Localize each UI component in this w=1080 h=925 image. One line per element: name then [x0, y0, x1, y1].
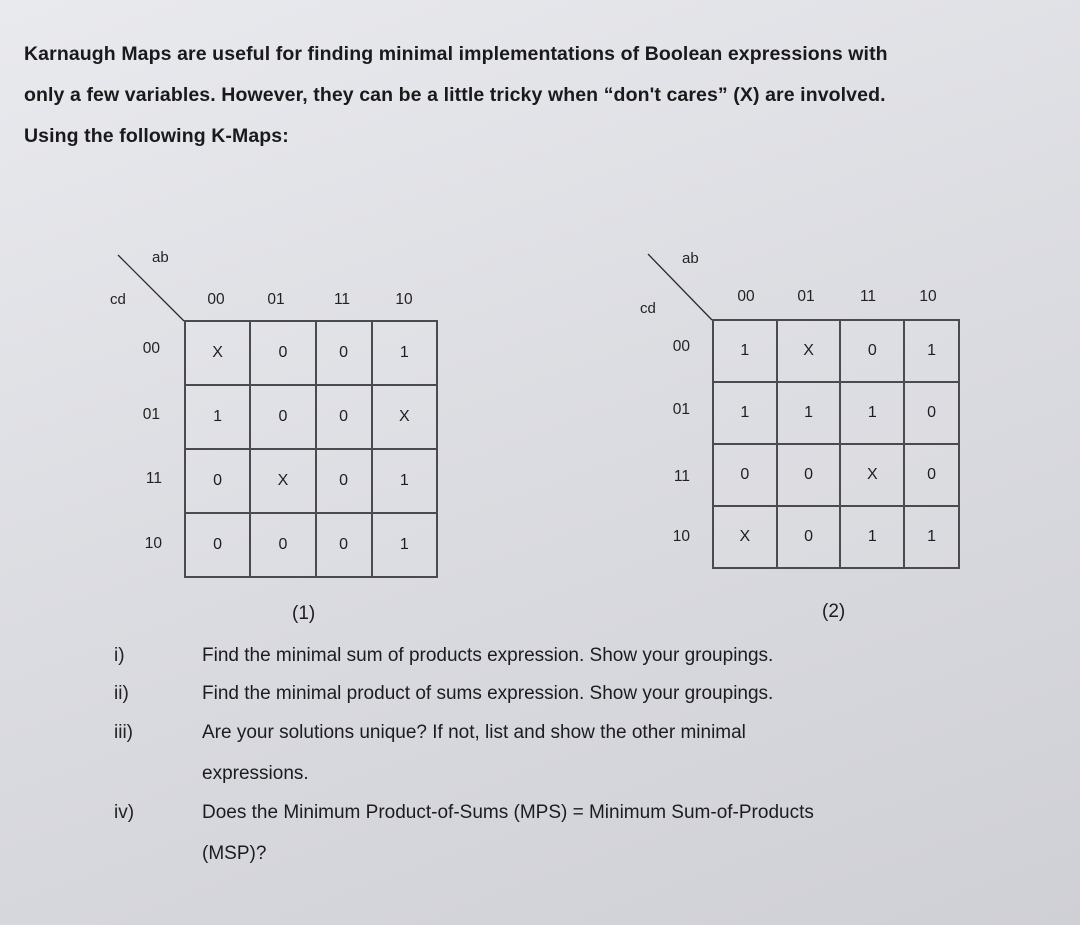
kmap-cell: 1 — [372, 513, 437, 577]
kmap-cell: X — [777, 320, 841, 382]
question-text: Find the minimal sum of products expression. Show your groupings. — [202, 645, 774, 666]
kmap-row-header: 10 — [144, 535, 162, 552]
question-number: ii) — [114, 683, 129, 704]
kmap-column-header: 01 — [797, 288, 815, 305]
kmap-cell: 1 — [372, 321, 437, 385]
kmap-cell: X — [372, 385, 437, 449]
kmap-cell: 0 — [316, 449, 372, 513]
kmap-row-header: 01 — [142, 406, 160, 423]
kmap-cell: 1 — [904, 506, 959, 568]
kmap-cell: 0 — [904, 444, 959, 506]
kmap-cell: 0 — [777, 506, 841, 568]
kmap-cell: X — [250, 449, 315, 513]
kmap-2-caption: (2) — [822, 601, 846, 622]
kmap-cell: 1 — [713, 320, 777, 382]
kmap-cell: 1 — [185, 385, 250, 449]
question-text: Does the Minimum Product-of-Sums (MPS) = Minimum Sum-of-Products — [202, 802, 814, 823]
kmap-cell: 0 — [713, 444, 777, 506]
kmap-cell: 0 — [840, 320, 904, 382]
kmap-cell: 1 — [840, 506, 904, 568]
kmap-column-header: 10 — [919, 288, 937, 305]
kmap-cell: 1 — [713, 382, 777, 444]
question-number: i) — [114, 645, 125, 666]
kmap-cell: 1 — [840, 382, 904, 444]
kmap-grid — [184, 320, 438, 578]
kmap-row-header: 01 — [672, 401, 690, 418]
kmap-cell: 1 — [372, 449, 437, 513]
question-number: iv) — [114, 802, 135, 823]
kmap-cell: 0 — [185, 449, 250, 513]
kmap-column-header: 11 — [333, 291, 351, 308]
kmap-cell: X — [185, 321, 250, 385]
kmap-cell: 0 — [316, 385, 372, 449]
kmap-cell: X — [713, 506, 777, 568]
kmap-cell: 0 — [185, 513, 250, 577]
kmap-1 — [100, 245, 460, 585]
kmap-row-header: 00 — [142, 340, 160, 357]
kmap-column-header: 00 — [737, 288, 755, 305]
kmap-row-header: 00 — [672, 338, 690, 355]
kmap-cell: 0 — [250, 321, 315, 385]
question-text-continued: expressions. — [202, 763, 309, 784]
kmap-cell: 0 — [250, 513, 315, 577]
kmap-top-variable: ab — [152, 249, 169, 266]
kmap-cell: 0 — [250, 385, 315, 449]
kmap-row-header: 10 — [672, 528, 690, 545]
kmap-column-header: 11 — [859, 288, 877, 305]
intro-line: Using the following K-Maps: — [24, 125, 289, 147]
question-text: Are your solutions unique? If not, list and show the other minimal — [202, 722, 746, 743]
question-text-continued: (MSP)? — [202, 843, 267, 864]
kmap-row-header: 11 — [145, 470, 162, 487]
kmap-cell: 0 — [316, 513, 372, 577]
question-number: iii) — [114, 722, 133, 743]
kmap-top-variable: ab — [682, 250, 699, 267]
kmap-cell: 1 — [777, 382, 841, 444]
kmap-cell: 1 — [904, 320, 959, 382]
kmap-2 — [630, 242, 990, 582]
kmap-1-caption: (1) — [292, 603, 316, 624]
kmap-cell: 0 — [777, 444, 841, 506]
kmap-grid — [712, 319, 960, 569]
kmap-cell: 0 — [316, 321, 372, 385]
kmap-side-variable: cd — [110, 291, 126, 308]
kmap-column-header: 01 — [267, 291, 285, 308]
intro-line: Karnaugh Maps are useful for finding minimal implementations of Boolean expressions with — [24, 43, 888, 65]
kmap-column-header: 10 — [395, 291, 413, 308]
kmap-column-header: 00 — [207, 291, 225, 308]
kmap-row-header: 11 — [673, 468, 690, 485]
kmap-cell: X — [840, 444, 904, 506]
intro-paragraph — [24, 34, 1024, 157]
intro-line: only a few variables. However, they can be a little tricky when “don't cares” (X) are involved. — [24, 84, 886, 106]
kmap-side-variable: cd — [640, 300, 656, 317]
kmap-cell: 0 — [904, 382, 959, 444]
question-text: Find the minimal product of sums expression. Show your groupings. — [202, 683, 774, 704]
